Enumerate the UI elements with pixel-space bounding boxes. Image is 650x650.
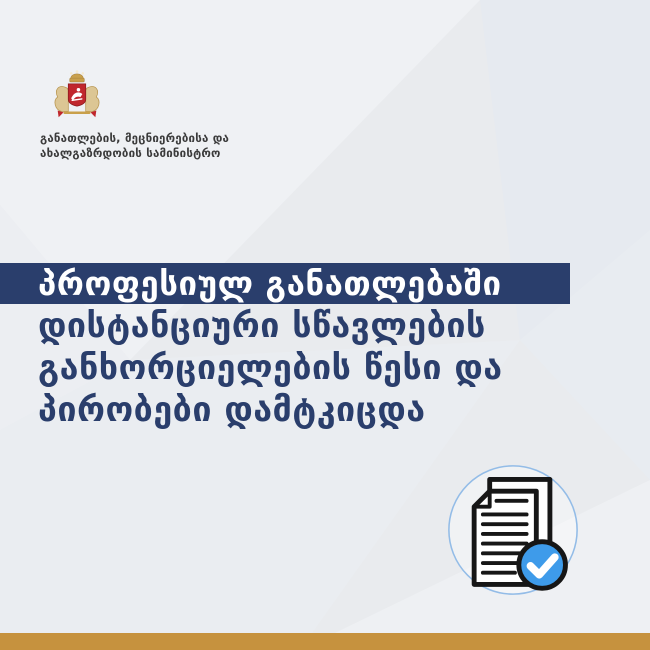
georgia-coat-of-arms-icon (48, 68, 106, 124)
ministry-name-line2: ახალგაზრდობის სამინისტრო (40, 146, 221, 160)
headline-line3: განხორციელების წესი და (38, 348, 503, 388)
headline-line4: პირობები დამტკიცდა (38, 390, 426, 430)
ministry-branding (40, 68, 229, 161)
document-with-checkmark-icon (445, 462, 581, 598)
headline-body (38, 305, 503, 431)
ministry-name-line1: განათლების, მეცნიერებისა და (40, 131, 230, 145)
headline-line2: დისტანციური სწავლების (38, 306, 486, 346)
bottom-gold-strip (0, 633, 650, 650)
headline-line1: პროფესიულ განათლებაში (38, 264, 502, 303)
headline-highlight-bar (0, 263, 570, 304)
